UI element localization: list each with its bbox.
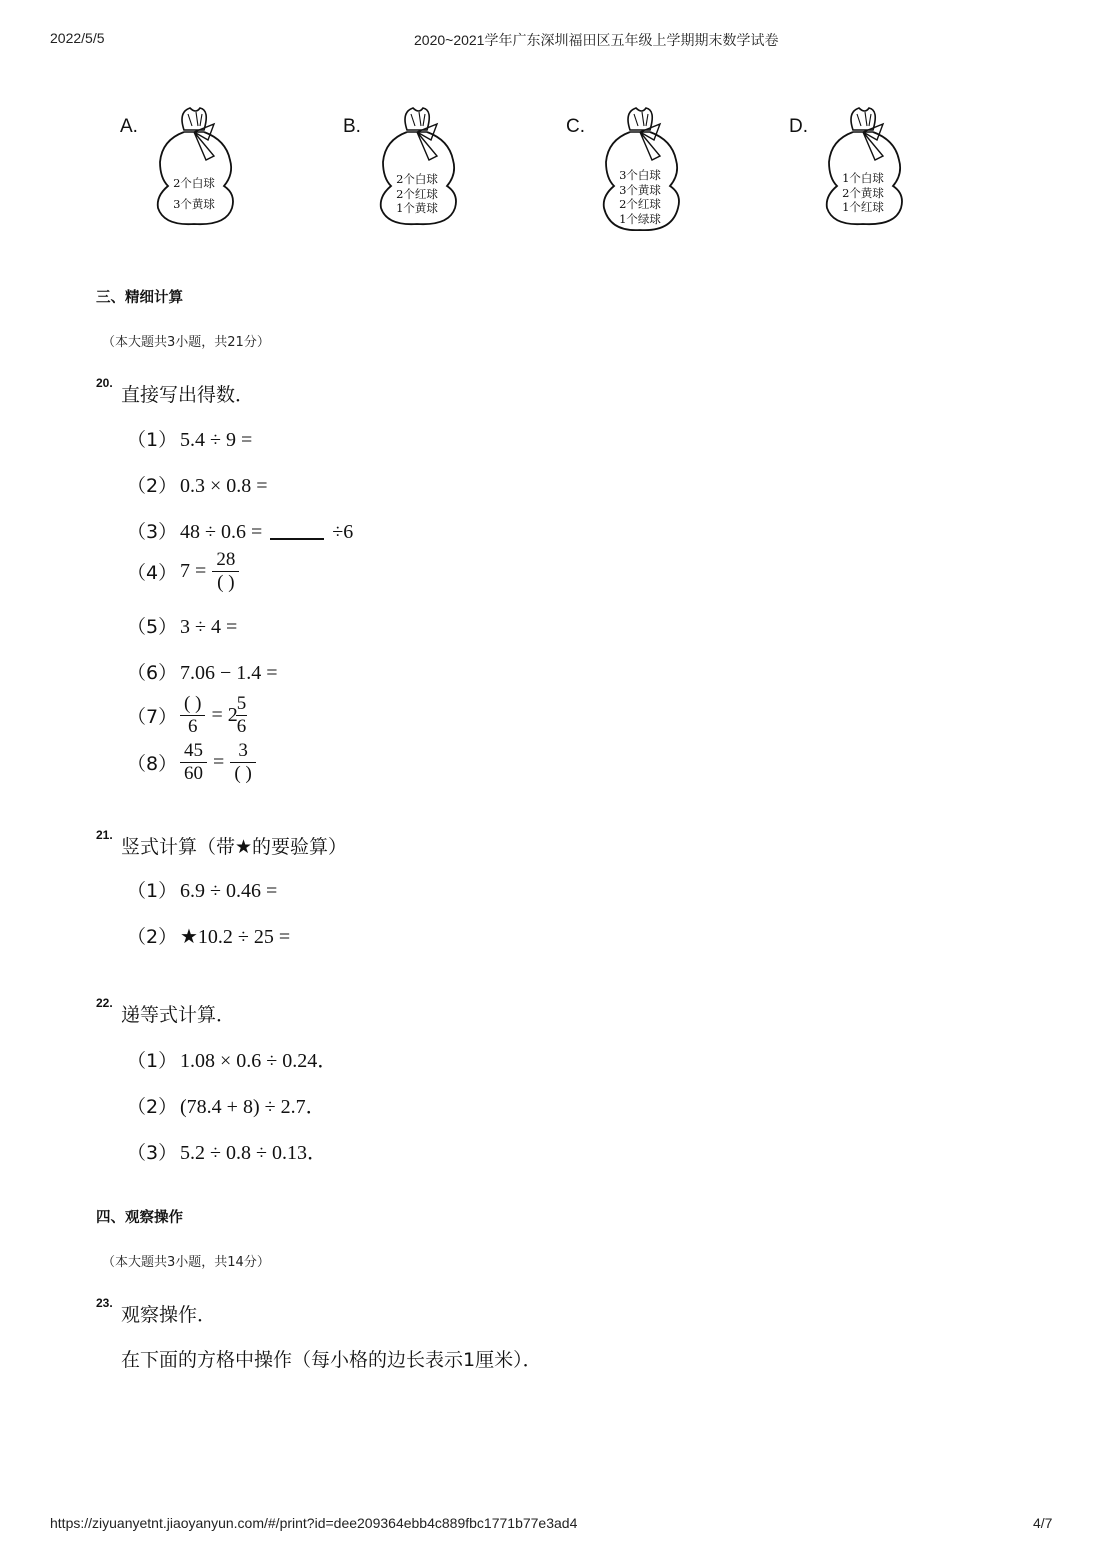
- fraction-denominator: ( ): [234, 763, 252, 784]
- question-23-subtext: 在下面的方格中操作（每小格的边长表示1厘米）．: [121, 1349, 542, 1371]
- item-label: （5）: [127, 616, 178, 638]
- fraction-denominator: ( ): [217, 572, 235, 593]
- bag-b-contents: [367, 172, 467, 216]
- q20-item-7: [127, 693, 247, 738]
- q21-item-2: [127, 922, 290, 949]
- item-expression: 7.06 − 1.4 =: [180, 662, 278, 684]
- bag-line: 2个白球: [396, 172, 438, 186]
- page-url: https://ziyuanyetnt.jiaoyanyun.com/#/print?id=dee209364ebb4c889fbc1771b77e3ad4: [50, 1515, 578, 1531]
- question-23-number: 23.: [96, 1296, 113, 1310]
- item-label: （1）: [127, 880, 178, 902]
- bag-line: 3个黄球: [173, 196, 215, 211]
- bag-line: 1个红球: [842, 200, 884, 214]
- bag-b-icon: [367, 100, 467, 240]
- bag-line: 2个白球: [173, 176, 215, 190]
- q22-item-3: [127, 1136, 327, 1165]
- item-expression: 0.3 × 0.8 =: [180, 475, 268, 497]
- answer-blank[interactable]: [270, 538, 324, 540]
- item-label: （3）: [127, 1142, 178, 1164]
- fraction: [212, 549, 239, 594]
- option-b-letter: B.: [343, 116, 361, 137]
- question-22-number: 22.: [96, 996, 113, 1010]
- item-expression-tail: ÷6: [332, 521, 354, 543]
- item-expression: 7 =: [180, 560, 207, 582]
- fraction-numerator: 5: [236, 693, 247, 714]
- fraction-numerator: 45: [180, 740, 207, 763]
- item-label: （1）: [127, 429, 178, 451]
- bag-a-icon: [144, 100, 244, 240]
- q22-item-2: [127, 1090, 326, 1119]
- fraction: [180, 740, 207, 785]
- option-c-bag: [566, 100, 766, 240]
- q21-item-1: [127, 876, 277, 903]
- question-20-text: 直接写出得数．: [121, 384, 255, 406]
- item-expression: 5.2 ÷ 0.8 ÷ 0.13．: [180, 1142, 327, 1164]
- section-3-note: （本大题共3小题，共21分）: [102, 335, 270, 350]
- fraction-numerator: 3: [230, 740, 255, 763]
- item-label: （3）: [127, 521, 178, 543]
- question-22-text: 递等式计算．: [121, 1004, 236, 1026]
- q20-item-2: [127, 471, 268, 498]
- option-a-letter: A.: [120, 116, 138, 137]
- fraction-numerator: 28: [212, 549, 239, 572]
- item-expression: 6.9 ÷ 0.46 =: [180, 880, 278, 902]
- bag-line: 3个黄球: [619, 182, 661, 197]
- fraction-denominator: 6: [187, 716, 198, 737]
- option-b-bag: [343, 100, 543, 240]
- bag-line: 2个黄球: [842, 185, 884, 200]
- bag-line: 2个红球: [619, 197, 661, 211]
- bag-d-icon: [813, 100, 913, 240]
- fraction-denominator: 6: [236, 716, 247, 737]
- page-number: 4/7: [1033, 1515, 1053, 1531]
- q20-item-4: [127, 549, 239, 594]
- q20-item-1: [127, 425, 252, 452]
- question-21-text: 竖式计算（带★的要验算）: [121, 836, 348, 858]
- bag-d-contents: [813, 171, 913, 215]
- item-expression: =: [213, 751, 225, 773]
- item-label: （4）: [127, 562, 178, 584]
- option-d-letter: D.: [789, 116, 808, 137]
- print-date: 2022/5/5: [50, 30, 105, 46]
- fraction: [230, 740, 255, 785]
- fraction-denominator: 60: [184, 763, 203, 784]
- item-label: （8）: [127, 753, 178, 775]
- bag-a-contents: [144, 176, 244, 211]
- bag-line: 2个红球: [396, 186, 438, 201]
- item-expression: 1.08 × 0.6 ÷ 0.24．: [180, 1050, 338, 1072]
- option-d-bag: [789, 100, 989, 240]
- item-label: （1）: [127, 1050, 178, 1072]
- item-expression: 48 ÷ 0.6 =: [180, 521, 263, 543]
- item-label: （6）: [127, 662, 178, 684]
- bag-c-contents: [590, 168, 690, 226]
- fraction: [236, 693, 248, 738]
- q20-item-6: [127, 658, 278, 685]
- fraction-numerator: ( ): [180, 693, 205, 716]
- item-expression: 5.4 ÷ 9 =: [180, 429, 253, 451]
- question-21-number: 21.: [96, 828, 113, 842]
- item-label: （2）: [127, 475, 178, 497]
- question-20-number: 20.: [96, 376, 113, 390]
- item-expression: ★10.2 ÷ 25 =: [180, 926, 291, 948]
- item-label: （2）: [127, 926, 178, 948]
- section-3-title: 三、精细计算: [96, 290, 183, 306]
- item-label: （7）: [127, 706, 178, 728]
- bag-line: 1个绿球: [619, 211, 661, 226]
- item-expression: (78.4 + 8) ÷ 2.7．: [180, 1096, 326, 1118]
- item-label: （2）: [127, 1096, 178, 1118]
- q20-item-8: [127, 740, 256, 785]
- question-23-text: 观察操作．: [121, 1304, 217, 1326]
- q22-item-1: [127, 1044, 337, 1073]
- item-expression: = 2: [211, 704, 238, 726]
- option-a-bag: [120, 100, 320, 240]
- section-4-note: （本大题共3小题，共14分）: [102, 1255, 270, 1270]
- fraction: [180, 693, 205, 738]
- bag-line: 1个黄球: [396, 201, 438, 215]
- q20-item-5: [127, 612, 237, 639]
- bag-line: 1个白球: [842, 171, 884, 185]
- bag-line: 3个白球: [619, 168, 661, 182]
- document-title: 2020~2021学年广东深圳福田区五年级上学期期末数学试卷: [414, 32, 779, 48]
- section-4-title: 四、观察操作: [96, 1210, 183, 1226]
- item-expression: 3 ÷ 4 =: [180, 616, 238, 638]
- q20-item-3: [127, 517, 353, 544]
- option-c-letter: C.: [566, 116, 585, 137]
